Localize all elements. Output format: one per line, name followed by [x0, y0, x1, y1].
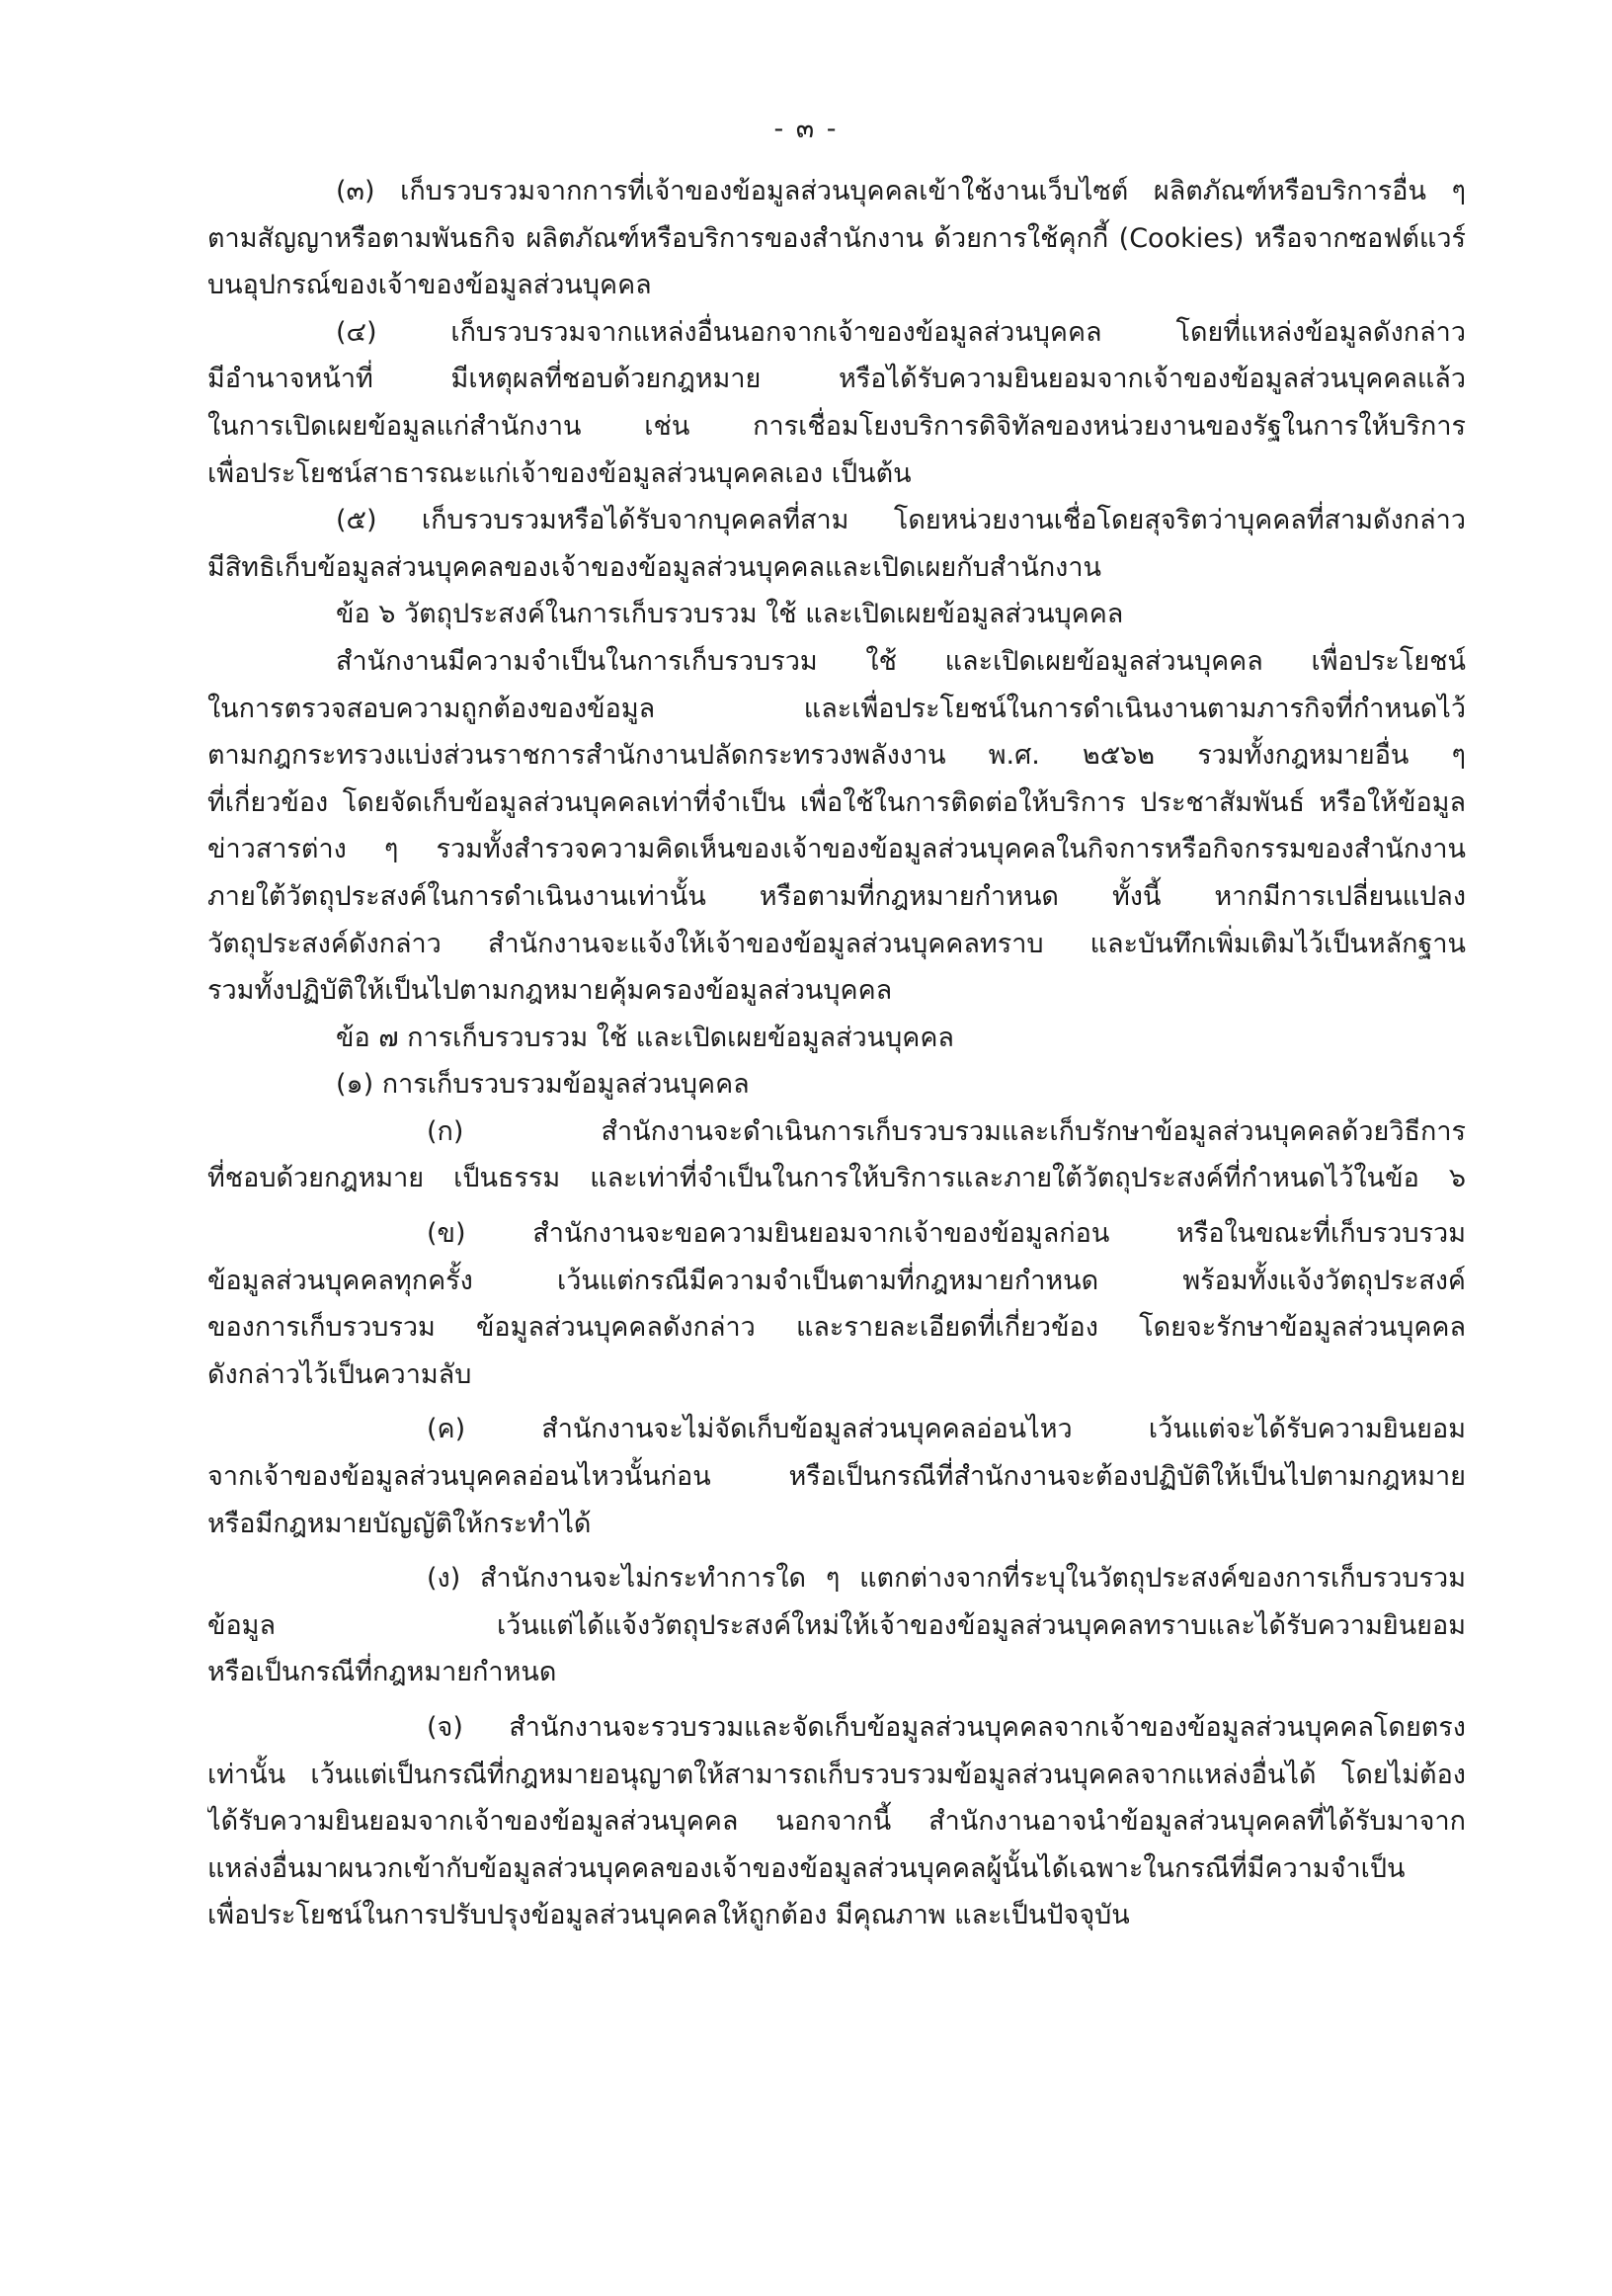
paragraph-line: ได้รับความยินยอมจากเจ้าของข้อมูลส่วนบุคคล นอกจากนี้ สำนักงานอาจนำข้อมูลส่วนบุคคลที่ได้รับมาจาก	[207, 1806, 1466, 1838]
paragraph-line: มีสิทธิเก็บข้อมูลส่วนบุคคลของเจ้าของข้อมูลส่วนบุคคลและเปิดเผยกับสำนักงาน	[207, 551, 1101, 583]
section-heading: ข้อ ๗ การเก็บรวบรวม ใช้ และเปิดเผยข้อมูลส่วนบุคคล	[336, 1022, 954, 1053]
paragraph-line: ที่เกี่ยวข้อง โดยจัดเก็บข้อมูลส่วนบุคคลเท่าที่จำเป็น เพื่อใช้ในการติดต่อให้บริการ ประชาสัมพันธ์ หรือให้ข้อมูล	[207, 786, 1466, 818]
paragraph-line: เพื่อประโยชน์สาธารณะแก่เจ้าของข้อมูลส่วนบุคคลเอง เป็นต้น	[207, 457, 912, 489]
paragraph-line: (๕) เก็บรวบรวมหรือได้รับจากบุคคลที่สาม โดยหน่วยงานเชื่อโดยสุจริตว่าบุคคลที่สามดังกล่าว	[336, 505, 1466, 536]
paragraph-line: หรือเป็นกรณีที่กฎหมายกำหนด	[207, 1657, 557, 1688]
paragraph-line: ที่ชอบด้วยกฎหมาย เป็นธรรม และเท่าที่จำเป็นในการให้บริการและภายใต้วัตถุประสงค์ที่กำหนดไว้ในข้อ ๖	[207, 1163, 1466, 1194]
subsection-heading: (๑) การเก็บรวบรวมข้อมูลส่วนบุคคล	[336, 1069, 750, 1101]
paragraph-line: แหล่งอื่นมาผนวกเข้ากับข้อมูลส่วนบุคคลของเจ้าของข้อมูลส่วนบุคคลผู้นั้นได้เฉพาะในกรณีที่มีความจำเป็น	[207, 1852, 1406, 1884]
paragraph-line: รวมทั้งปฏิบัติให้เป็นไปตามกฎหมายคุ้มครองข้อมูลส่วนบุคคล	[207, 975, 893, 1007]
paragraph-line: ข่าวสารต่าง ๆ รวมทั้งสำรวจความคิดเห็นของเจ้าของข้อมูลส่วนบุคคลในกิจการหรือกิจกรรมของสำนักงาน	[207, 834, 1466, 865]
spacer	[207, 1202, 1466, 1210]
paragraph-line: ตามกฎกระทรวงแบ่งส่วนราชการสำนักงานปลัดกระทรวงพลังงาน พ.ศ. ๒๕๖๒ รวมทั้งกฎหมายอื่น ๆ	[207, 740, 1466, 772]
paragraph-line: ข้อมูลส่วนบุคคลทุกครั้ง เว้นแต่กรณีมีความจำเป็นตามที่กฎหมายกำหนด พร้อมทั้งแจ้งวัตถุประสงค์	[207, 1265, 1466, 1296]
section-heading: ข้อ ๖ วัตถุประสงค์ในการเก็บรวบรวม ใช้ และเปิดเผยข้อมูลส่วนบุคคล	[336, 599, 1124, 630]
paragraph-line: (ค) สำนักงานจะไม่จัดเก็บข้อมูลส่วนบุคคลอ่อนไหว เว้นแต่จะได้รับความยินยอม	[427, 1414, 1466, 1445]
paragraph-line: ในการตรวจสอบความถูกต้องของข้อมูล และเพื่อประโยชน์ในการดำเนินงานตามภารกิจที่กำหนดไว้	[207, 693, 1466, 724]
paragraph-line: สำนักงานมีความจำเป็นในการเก็บรวบรวม ใช้ และเปิดเผยข้อมูลส่วนบุคคล เพื่อประโยชน์	[336, 645, 1466, 677]
paragraph-line: (ง) สำนักงานจะไม่กระทำการใด ๆ แตกต่างจากที่ระบุในวัตถุประสงค์ของการเก็บรวบรวม	[427, 1563, 1466, 1595]
paragraph-line: บนอุปกรณ์ของเจ้าของข้อมูลส่วนบุคคล	[207, 270, 652, 301]
paragraph-line: ตามสัญญาหรือตามพันธกิจ ผลิตภัณฑ์หรือบริการของสำนักงาน ด้วยการใช้คุกกี้ (Cookies) หรือจากซอฟต์แวร์	[207, 222, 1466, 254]
paragraph-line: ภายใต้วัตถุประสงค์ในการดำเนินงานเท่านั้น หรือตามที่กฎหมายกำหนด ทั้งนี้ หากมีการเปลี่ยนแปลง	[207, 880, 1466, 912]
paragraph-line: (๔) เก็บรวบรวมจากแหล่งอื่นนอกจากเจ้าของข้อมูลส่วนบุคคล โดยที่แหล่งข้อมูลดังกล่าว	[336, 316, 1466, 348]
paragraph-line: (๓) เก็บรวบรวมจากการที่เจ้าของข้อมูลส่วนบุคคลเข้าใช้งานเว็บไซต์ ผลิตภัณฑ์หรือบริการอื่น ๆ	[336, 176, 1466, 206]
page-number: - ๓ -	[773, 114, 839, 144]
paragraph-line: (จ) สำนักงานจะรวบรวมและจัดเก็บข้อมูลส่วนบุคคลจากเจ้าของข้อมูลส่วนบุคคลโดยตรง	[427, 1712, 1466, 1743]
paragraph-line: มีอำนาจหน้าที่ มีเหตุผลที่ชอบด้วยกฎหมาย หรือได้รับความยินยอมจากเจ้าของข้อมูลส่วนบุคคลแล้ว	[207, 364, 1466, 395]
spacer	[207, 1696, 1466, 1704]
paragraph-line: ดังกล่าวไว้เป็นความลับ	[207, 1358, 472, 1390]
paragraph-line: (ก) สำนักงานจะดำเนินการเก็บรวบรวมและเก็บรักษาข้อมูลส่วนบุคคลด้วยวิธีการ	[427, 1115, 1466, 1147]
paragraph-line: ข้อมูล เว้นแต่ได้แจ้งวัตถุประสงค์ใหม่ให้เจ้าของข้อมูลส่วนบุคคลทราบและได้รับความยินยอม	[207, 1609, 1466, 1641]
spacer	[207, 1547, 1466, 1555]
paragraph-line: ของการเก็บรวบรวม ข้อมูลส่วนบุคคลดังกล่าว และรายละเอียดที่เกี่ยวข้อง โดยจะรักษาข้อมูลส่วนบุคคล	[207, 1312, 1466, 1344]
paragraph-line: จากเจ้าของข้อมูลส่วนบุคคลอ่อนไหวนั้นก่อน หรือเป็นกรณีที่สำนักงานจะต้องปฏิบัติให้เป็นไปตามกฎหมาย	[207, 1461, 1466, 1493]
paragraph-line: วัตถุประสงค์ดังกล่าว สำนักงานจะแจ้งให้เจ้าของข้อมูลส่วนบุคคลทราบ และบันทึกเพิ่มเติมไว้เป็นหลักฐาน	[207, 928, 1466, 959]
paragraph-line: ในการเปิดเผยข้อมูลแก่สำนักงาน เช่น การเชื่อมโยงบริการดิจิทัลของหน่วยงานของรัฐในการให้บริการ	[207, 410, 1466, 442]
paragraph-line: หรือมีกฎหมายบัญญัติให้กระทำได้	[207, 1508, 592, 1539]
paragraph-line: เพื่อประโยชน์ในการปรับปรุงข้อมูลส่วนบุคคลให้ถูกต้อง มีคุณภาพ และเป็นปัจจุบัน	[207, 1900, 1130, 1931]
paragraph-line: เท่านั้น เว้นแต่เป็นกรณีที่กฎหมายอนุญาตให้สามารถเก็บรวบรวมข้อมูลส่วนบุคคลจากแหล่งอื่นได้ โดยไม่ต้อง	[207, 1759, 1466, 1790]
paragraph-line: (ข) สำนักงานจะขอความยินยอมจากเจ้าของข้อมูลก่อน หรือในขณะที่เก็บรวบรวม	[427, 1218, 1466, 1250]
spacer	[207, 1398, 1466, 1406]
document-body	[207, 168, 1466, 1939]
